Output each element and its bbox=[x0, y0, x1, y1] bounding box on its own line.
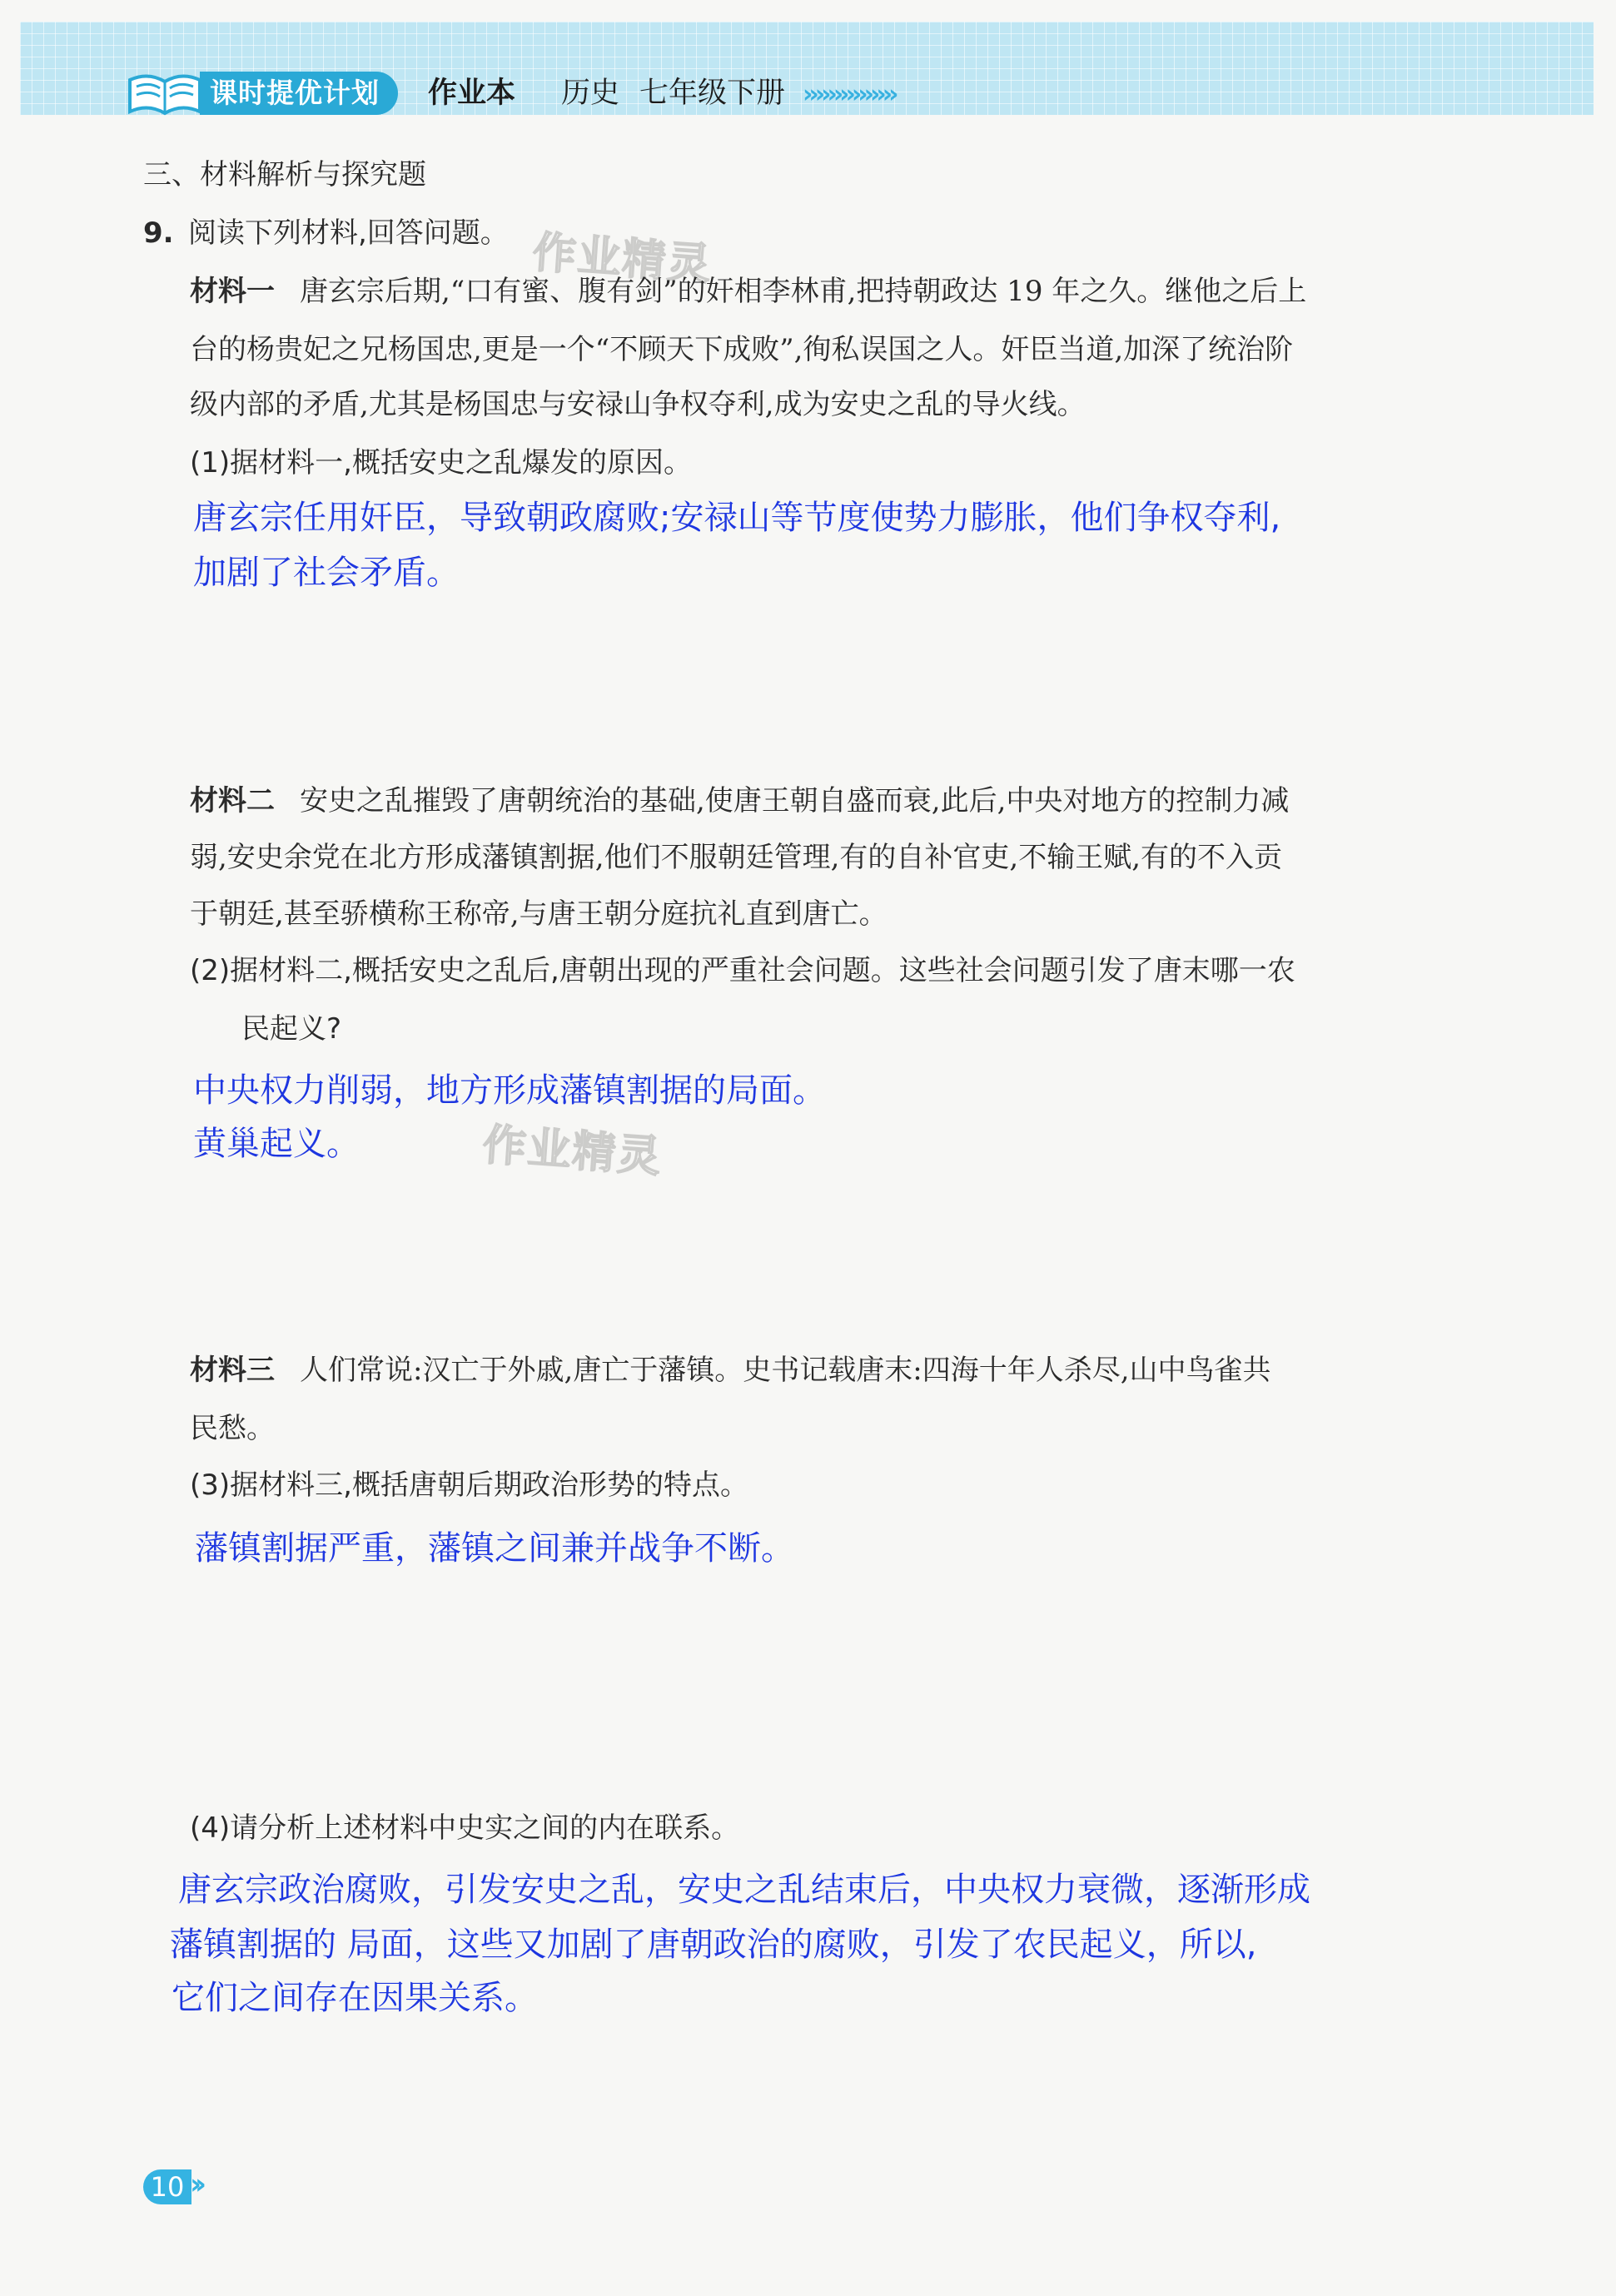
material2-line-3: 于朝廷,甚至骄横称王称帝,与唐王朝分庭抗礼直到唐亡。 bbox=[190, 897, 888, 931]
material2-line-2: 弱,安史余党在北方形成藩镇割据,他们不服朝廷管理,有的自补官吏,不输王赋,有的不入贡 bbox=[190, 841, 1283, 874]
sub4-answer-line-2: 藩镇割据的 局面，这些又加剧了唐朝政治的腐败，引发了农民起义，所以, bbox=[170, 1926, 1257, 1964]
sub3-answer-line-1: 藩镇割据严重，藩镇之间兼并战争不断。 bbox=[195, 1529, 794, 1568]
book-title: 作业本 bbox=[428, 77, 516, 110]
question-number: 9. bbox=[143, 216, 174, 250]
sub4-answer-line-1: 唐玄宗政治腐败，引发安史之乱，安史之乱结束后，中央权力衰微，逐渐形成 bbox=[178, 1871, 1310, 1909]
sub4-answer-line-3: 它们之间存在因果关系。 bbox=[172, 1979, 538, 2017]
material1-line-3: 级内部的矛盾,尤其是杨国忠与安禄山争权夺利,成为安史之乱的导火线。 bbox=[190, 388, 1086, 421]
question-prompt: 阅读下列材料,回答问题。 bbox=[188, 216, 509, 250]
material3-line-2: 民愁。 bbox=[190, 1412, 275, 1445]
watermark-top: 作业精灵 bbox=[530, 227, 714, 291]
material1-line-1: 材料一 唐玄宗后期,“口有蜜、腹有剑”的奸相李林甫,把持朝政达 19 年之久。继他之后上 bbox=[190, 275, 1307, 308]
section-title: 三、材料解析与探究题 bbox=[143, 158, 426, 191]
book-icon bbox=[125, 68, 205, 118]
sub2-prompt-line-2: 民起义? bbox=[241, 1012, 342, 1046]
material2-line-1: 材料二 安史之乱摧毁了唐朝统治的基础,使唐王朝自盛而衰,此后,中央对地方的控制力减 bbox=[190, 784, 1290, 818]
watermark-middle: 作业精灵 bbox=[480, 1120, 664, 1183]
sub2-answer-line-2: 黄巢起义。 bbox=[193, 1125, 360, 1163]
material3-label: 材料三 bbox=[190, 1354, 275, 1387]
material3-line-1: 材料三 人们常说:汉亡于外戚,唐亡于藩镇。史书记载唐末:四海十年人杀尽,山中鸟雀共 bbox=[190, 1354, 1271, 1387]
sub2-answer-line-1: 中央权力削弱，地方形成藩镇割据的局面。 bbox=[193, 1071, 826, 1110]
material1-label: 材料一 bbox=[190, 275, 275, 308]
subject-label: 历史 bbox=[561, 77, 620, 110]
brand-label: 课时提优计划 bbox=[200, 72, 398, 115]
sub1-answer-line-2: 加剧了社会矛盾。 bbox=[193, 554, 460, 592]
material1-line-2: 台的杨贵妃之兄杨国忠,更是一个“不顾天下成败”,徇私误国之人。奸臣当道,加深了统治阶 bbox=[190, 333, 1294, 366]
grade-label: 七年级下册 bbox=[639, 77, 786, 110]
sub4-prompt: (4)请分析上述材料中史实之间的内在联系。 bbox=[190, 1811, 740, 1845]
header-arrows-icon: ››››››››››››››› bbox=[803, 80, 895, 109]
page-number: 10 bbox=[143, 2169, 191, 2204]
sub3-prompt: (3)据材料三,概括唐朝后期政治形势的特点。 bbox=[190, 1469, 748, 1502]
page-arrows-icon: ›› bbox=[190, 2168, 201, 2201]
sub1-answer-line-1: 唐玄宗任用奸臣，导致朝政腐败;安禄山等节度使势力膨胀，他们争权夺利, bbox=[193, 499, 1281, 537]
sub1-prompt: (1)据材料一,概括安史之乱爆发的原因。 bbox=[190, 446, 692, 480]
sub2-prompt-line-1: (2)据材料二,概括安史之乱后,唐朝出现的严重社会问题。这些社会问题引发了唐末哪一农 bbox=[190, 954, 1295, 987]
material2-label: 材料二 bbox=[190, 784, 275, 818]
